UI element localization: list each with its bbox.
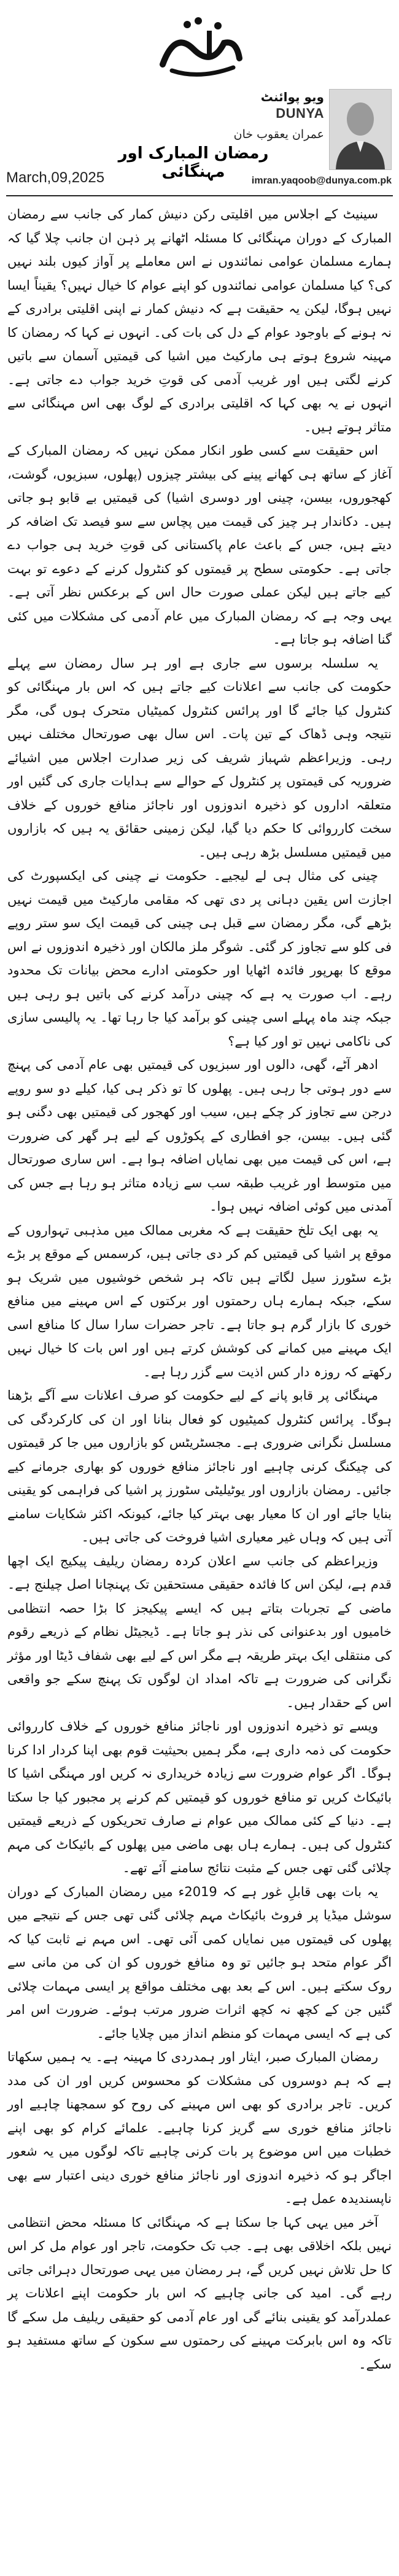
author-photo	[329, 89, 392, 170]
column-label: ویو پوائنٹ	[260, 90, 324, 104]
article-paragraph: ادھر آٹے، گھی، دالوں اور سبزیوں کی قیمتیں بھی عام آدمی کی پہنچ سے دور ہوتی جا رہی ہیں۔ پھلوں کا تو ذکر ہی کیا، کیلے دو سو روپے درجن سے تجاوز کر چکے ہیں، سیب اور کھجور کی قیمتیں بھی دگنی ہو گئی ہیں۔ بیسن، جو افطاری کے پکوڑوں کے لیے ہر گھر کی ضرورت ہے، اس کی قیمت میں بھی نمایاں اضافہ ہوا ہے۔ اس ساری صورتحال میں متوسط اور غریب طبقہ سب سے زیادہ متاثر ہو رہا ہے جس کی آمدنی میں کوئی اضافہ نہیں ہوا۔	[7, 1057, 392, 1214]
brand-mark	[220, 106, 324, 124]
article-paragraph: آخر میں یہی کہا جا سکتا ہے کہ مہنگائی کا مسئلہ محض انتظامی نہیں بلکہ اخلاقی بھی ہے۔ جب تک حکومت، تاجر اور عوام مل کر اس کا حل تلاش نہیں کریں گے، ہر رمضان میں یہی صورتحال دہرائی جاتی رہے گی۔ امید کی جانی چاہیے کہ اس بار حکومت اپنے اعلانات پر عملدرآمد کو یقینی بنائے گی اور عام آدمی کو حقیقی ریلیف مل سکے گا تاکہ وہ اس بابرکت مہینے کی رحمتوں سے سکون کے ساتھ مستفید ہو سکے۔	[7, 2215, 392, 2372]
article-body	[7, 202, 392, 2565]
brand-text: DUNYA	[276, 106, 324, 121]
article-paragraph: ویسے تو ذخیرہ اندوزوں اور ناجائز منافع خوروں کے خلاف کارروائی حکومت کی ذمہ داری ہے، مگر ہمیں بحیثیت قوم بھی اپنا کردار ادا کرنا ہوگا۔ اگر عوام ضرورت سے زیادہ خریداری نہ کریں اور مہنگی اشیا کا بائیکاٹ کریں تو منافع خوروں کو قیمتیں کم کرنے پر مجبور کیا جا سکتا ہے۔ دنیا کے کئی ممالک میں عوام نے صارف تحریکوں کے ذریعے قیمتیں کنٹرول کی ہیں۔ ہمارے ہاں بھی ماضی میں پھلوں کے بائیکاٹ کی مہم چلائی گئی تھی جس کے مثبت نتائج سامنے آئے تھے۔	[7, 1719, 392, 1875]
article-paragraph: اس حقیقت سے کسی طور انکار ممکن نہیں کہ رمضان المبارک کے آغاز کے ساتھ ہی کھانے پینے کی بیشتر چیزوں (پھلوں، سبزیوں، گوشت، کھجوروں، بیسن، چینی اور دوسری اشیا) کی قیمتیں بے قابو ہو جاتی ہیں۔ دکاندار ہر چیز کی قیمت میں پچاس سے سو فیصد تک اضافہ کر دیتے ہیں، جس کے باعث عام پاکستانی کی قوتِ خرید ہی جواب دے جاتی ہے۔ حکومتی سطح پر قیمتوں کو کنٹرول کرنے کے دعوے تو بہت کیے جاتے ہیں لیکن عملی صورت حال اس کے برعکس نظر آتی ہے۔ یہی وجہ ہے کہ رمضان المبارک میں عام آدمی کی مشکلات میں کئی گنا اضافہ ہو جاتا ہے۔	[7, 443, 392, 647]
dunya-logo	[150, 6, 249, 86]
article-paragraph: رمضان المبارک صبر، ایثار اور ہمدردی کا مہینہ ہے۔ یہ ہمیں سکھاتا ہے کہ ہم دوسروں کی مشکلات کو محسوس کریں اور ان کی مدد کریں۔ تاجر برادری کو بھی اس مہینے کی روح کو سمجھنا چاہیے اور ناجائز منافع خوری سے گریز کرنا چاہیے۔ علمائے کرام کو بھی اپنے خطبات میں اس موضوع پر بات کرنی چاہیے تاکہ لوگوں میں یہ شعور اجاگر ہو کہ ذخیرہ اندوزی اور ناجائز منافع خوری دینی اعتبار سے بھی ناپسندیدہ عمل ہے۔	[7, 2050, 392, 2206]
divider	[6, 195, 393, 196]
article-paragraph: چینی کی مثال ہی لے لیجیے۔ حکومت نے چینی کی ایکسپورٹ کی اجازت اس یقین دہانی پر دی تھی کہ مقامی مارکیٹ میں قیمت نہیں بڑھے گی، مگر رمضان سے قبل ہی چینی کی قیمت ایک سو ستر روپے فی کلو سے تجاوز کر گئی۔ شوگر ملز مالکان اور ذخیرہ اندوزوں نے اس موقع کا بھرپور فائدہ اٹھایا اور حکومتی ادارے محض بیانات تک محدود رہے۔ اب صورت یہ ہے کہ چینی درآمد کرنے کی باتیں ہو رہی ہیں جبکہ چند ماہ پہلے اسی چینی کو برآمد کیا جا رہا تھا۔ یہ پالیسی سازی کی ناکامی نہیں تو اور کیا ہے؟	[7, 868, 392, 1049]
article-paragraph: سینیٹ کے اجلاس میں اقلیتی رکن دنیش کمار کی جانب سے رمضان المبارک کے دوران مہنگائی کا مسئلہ اٹھانے پر ذہن ان جانب چلا گیا کہ ہمارے مسلمان عوامی نمائندوں نے اس معاملے پر آواز کیوں بلند نہیں کی؟ کیا مسلمان عوامی نمائندوں کو اپنے عوام کا خیال نہیں؟ یقیناً ایسا نہیں ہوگا، لیکن یہ حقیقت ہے کہ دنیش کمار نے اپنی اقلیتی برادری کے نہ ہونے کے باوجود عوام کے دل کی بات کی۔ انہوں نے کہا کہ رمضان کا مہینہ شروع ہوتے ہی مارکیٹ میں اشیا کی قیمتیں آسمان سے باتیں کرنے لگتی ہیں اور غریب آدمی کی قوتِ خرید جواب دے جاتی ہے۔ انہوں نے یہ بھی کہا کہ اقلیتی برادری کے لوگ بھی اس مہنگائی سے متاثر ہوتے ہیں۔	[7, 207, 392, 434]
article-paragraph: وزیراعظم کی جانب سے اعلان کردہ رمضان ریلیف پیکیج ایک اچھا قدم ہے، لیکن اس کا فائدہ حقیقی مستحقین تک پہنچانا اصل چیلنج ہے۔ ماضی کے تجربات بتاتے ہیں کہ ایسے پیکیجز کا بڑا حصہ انتظامی خامیوں اور بدعنوانی کی نذر ہو جاتا ہے۔ ڈیجیٹل نظام کے ذریعے رقوم کی منتقلی ایک بہتر طریقہ ہے مگر اس کے لیے بھی شفاف ڈیٹا اور مؤثر نگرانی کی ضرورت ہے تاکہ امداد ان لوگوں تک پہنچ سکے جو واقعی اس کے حقدار ہیں۔	[7, 1553, 392, 1710]
article-paragraph: یہ سلسلہ برسوں سے جاری ہے اور ہر سال رمضان سے پہلے حکومت کی جانب سے اعلانات کیے جاتے ہیں کہ اس بار مہنگائی کو کنٹرول کیا جائے گا اور پرائس کنٹرول کمیٹیاں متحرک ہوں گی، مگر نتیجہ وہی ڈھاک کے تین پات۔ اس سال بھی صورتحال مختلف نہیں رہی۔ وزیراعظم شہباز شریف کی زیر صدارت اجلاس میں اشیائے ضروریہ کی قیمتوں پر کنٹرول کے حوالے سے ہدایات جاری کی گئیں اور متعلقہ اداروں کو ذخیرہ اندوزوں اور ناجائز منافع خوروں کے خلاف سخت کارروائی کا حکم دیا گیا، لیکن زمینی حقائق یہ ہیں کہ بازاروں میں قیمتیں مسلسل بڑھ رہی ہیں۔	[7, 655, 392, 860]
article-paragraph: مہنگائی پر قابو پانے کے لیے حکومت کو صرف اعلانات سے آگے بڑھنا ہوگا۔ پرائس کنٹرول کمیٹیوں کو فعال بنانا اور ان کی کارکردگی کی مسلسل نگرانی ضروری ہے۔ مجسٹریٹس کو بازاروں میں جا کر قیمتوں کی چیکنگ کرنی چاہیے اور ناجائز منافع خوروں کو بھاری جرمانے کیے جائیں۔ رمضان بازاروں اور یوٹیلیٹی سٹورز پر اشیا کی فراہمی کو یقینی بنایا جائے اور ان کا معیار بھی بہتر کیا جائے، کیونکہ اکثر شکایات سامنے آتی ہیں کہ وہاں غیر معیاری اشیا فروخت کی جاتی ہیں۔	[7, 1388, 392, 1544]
dunya-logo-graphic	[150, 6, 249, 86]
publish-date: March,09,2025	[6, 169, 105, 186]
author-photo-graphic	[330, 90, 391, 169]
article-paragraph: یہ بھی ایک تلخ حقیقت ہے کہ مغربی ممالک میں مذہبی تہواروں کے موقع پر اشیا کی قیمتیں کم کر دی جاتی ہیں، کرسمس کے موقع پر بڑے بڑے سٹورز سیل لگاتے ہیں تاکہ ہر شخص خوشیوں میں شریک ہو سکے، جبکہ ہمارے ہاں رحمتوں اور برکتوں کے اس مہینے میں منافع خوری کا بازار گرم ہو جاتا ہے۔ تاجر حضرات سارا سال کا منافع اسی ایک مہینے میں کمانے کی کوشش کرتے ہیں اور اس بات کا خیال نہیں رکھتے کہ روزہ دار کس اذیت سے گزر رہا ہے۔	[7, 1222, 392, 1379]
masthead	[25, 6, 374, 89]
headline: رمضان المبارک اور مہنگائی	[118, 144, 269, 181]
article-paragraph: یہ بات بھی قابلِ غور ہے کہ 2019ء میں رمضان المبارک کے دوران سوشل میڈیا پر فروٹ بائیکاٹ مہم چلائی گئی تھی جس کے نتیجے میں پھلوں کی قیمتوں میں نمایاں کمی آئی تھی۔ اس مہم نے ثابت کیا کہ اگر عوام متحد ہو جائیں تو وہ منافع خوروں کو ان کی من مانی سے روک سکتے ہیں۔ اس کے بعد بھی مختلف مواقع پر ایسی مہمات چلائی گئیں جن کے کچھ نہ کچھ اثرات ضرور مرتب ہوئے۔ ضرورت اس امر کی ہے کہ ایسی مہمات کو منظم انداز میں چلایا جائے۔	[7, 1884, 392, 2041]
author-email-link[interactable]: imran.yaqoob@dunya.com.pk	[251, 175, 392, 186]
writer-name: عمران یعقوب خان	[233, 128, 324, 141]
